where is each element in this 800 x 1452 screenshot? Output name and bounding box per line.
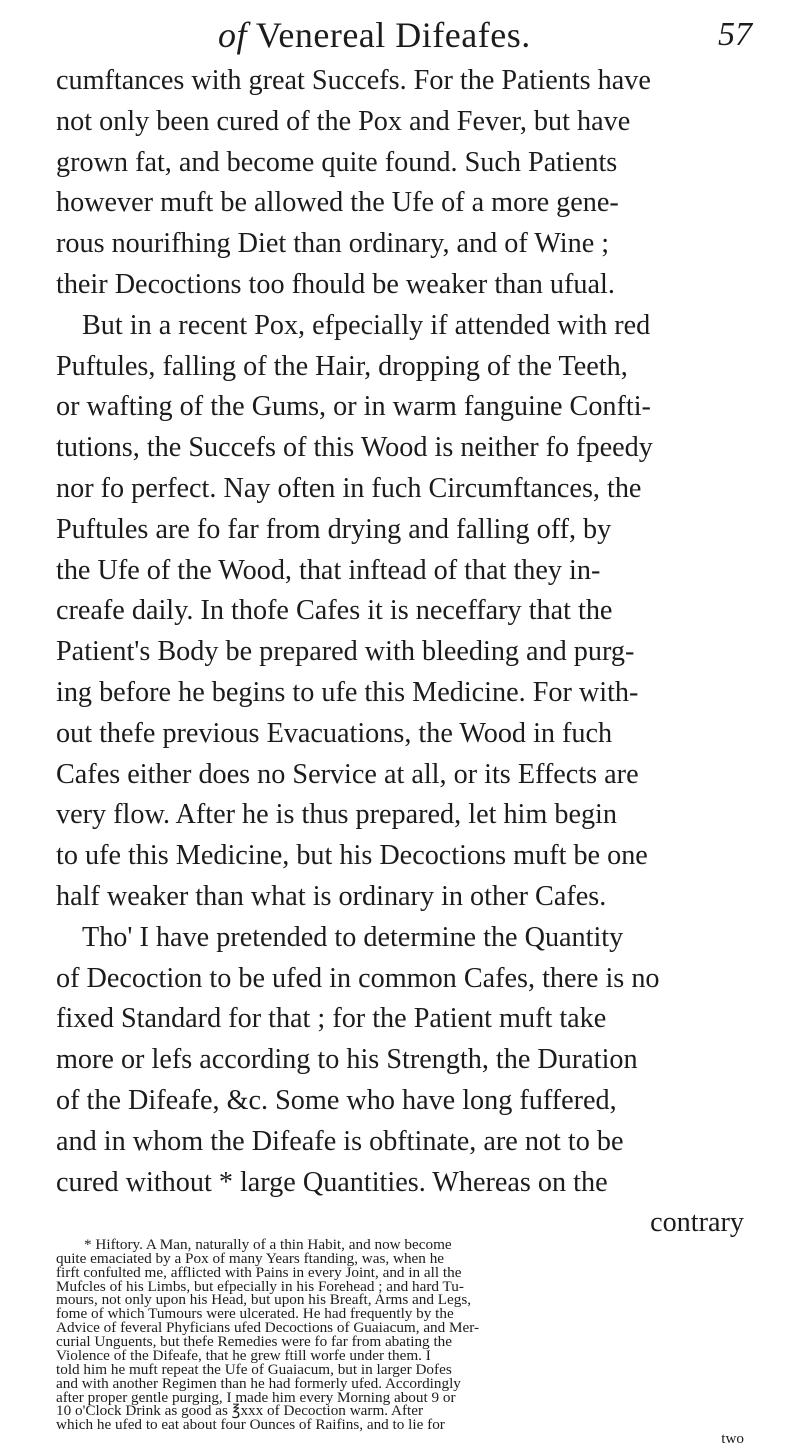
running-title-text: Venereal Difeafes.	[247, 15, 531, 55]
footnote-line: firft confulted me, afflicted with Pains in every Joint, and in all the	[56, 1263, 462, 1281]
footnote-line: quite emaciated by a Pox of many Years ftanding, was, when he	[56, 1249, 445, 1267]
text-line: to ufe this Medicine, but his Decoctions muft be one	[56, 840, 648, 871]
text-line: nor fo perfect. Nay often in fuch Circumftances, the	[56, 473, 642, 504]
text-line: of the Difeafe, &c. Some who have long fuffered,	[56, 1085, 617, 1116]
running-title	[218, 14, 531, 56]
footnote-line: which he ufed to eat about four Ounces of Raifins, and to lie for	[56, 1416, 445, 1434]
text-line: ing before he begins to ufe this Medicine. For with-	[56, 677, 639, 708]
text-line: out thefe previous Evacuations, the Wood in fuch	[56, 718, 613, 749]
footnote-catchword: two	[721, 1430, 744, 1448]
text-line: of Decoction to be ufed in common Cafes, there is no	[56, 963, 660, 994]
text-line: and in whom the Difeafe is obftinate, are not to be	[56, 1126, 624, 1157]
text-line: Tho' I have pretended to determine the Quantity	[82, 922, 624, 953]
text-line: or wafting of the Gums, or in warm fanguine Confti-	[56, 391, 651, 422]
text-line: not only been cured of the Pox and Fever, but have	[56, 106, 631, 137]
footnote-line: curial Unguents, but thefe Remedies were fo far from abating the	[56, 1333, 452, 1351]
page-number: 57	[718, 16, 752, 53]
footnote-line: after proper gentle purging, I made him every Morning about 9 or	[56, 1388, 456, 1406]
text-line: rous nourifhing Diet than ordinary, and of Wine ;	[56, 228, 610, 259]
text-line: the Ufe of the Wood, that inftead of that they in-	[56, 555, 601, 586]
text-line: half weaker than what is ordinary in other Cafes.	[56, 881, 607, 912]
running-header	[0, 10, 800, 58]
footnote-line: and with another Regimen than he had formerly ufed. Accordingly	[56, 1374, 461, 1392]
text-line: cumftances with great Succefs. For the Patients have	[56, 65, 651, 96]
text-line: however muft be allowed the Ufe of a more gene-	[56, 187, 619, 218]
footnote-line: Mufcles of his Limbs, but efpecially in his Forehead ; and hard Tu-	[56, 1277, 464, 1295]
footnote-line: told him he muft repeat the Ufe of Guaiacum, but in larger Dofes	[56, 1360, 452, 1378]
footnote-line: Violence of the Difeafe, that he grew ftill worfe under them. I	[56, 1346, 431, 1364]
text-line: their Decoctions too fhould be weaker than ufual.	[56, 269, 615, 300]
text-line: tutions, the Succefs of this Wood is neither fo fpeedy	[56, 432, 653, 463]
text-line: very flow. After he is thus prepared, let him begin	[56, 799, 617, 830]
running-title-of: of	[218, 15, 248, 55]
text-line: Cafes either does no Service at all, or its Effects are	[56, 759, 639, 790]
text-line: more or lefs according to his Strength, the Duration	[56, 1044, 638, 1075]
text-line: grown fat, and become quite found. Such Patients	[56, 147, 618, 178]
text-line: Puftules are fo far from drying and falling off, by	[56, 514, 612, 545]
text-line: But in a recent Pox, efpecially if attended with red	[82, 310, 651, 341]
text-line: Puftules, falling of the Hair, dropping of the Teeth,	[56, 351, 628, 382]
text-line: fixed Standard for that ; for the Patient muft take	[56, 1003, 607, 1034]
footnote-line: * Hiftory. A Man, naturally of a thin Habit, and now become	[84, 1236, 452, 1253]
footnote-line: 10 o'Clock Drink as good as ℥xxx of Decoction warm. After	[56, 1402, 424, 1420]
catchword: contrary	[650, 1207, 744, 1238]
text-line: cured without * large Quantities. Whereas on the	[56, 1167, 608, 1198]
footnote-line: Advice of feveral Phyficians ufed Decoctions of Guaiacum, and Mer-	[56, 1319, 480, 1337]
footnote-line: mours, not only upon his Head, but upon his Breaft, Arms and Legs,	[56, 1291, 472, 1309]
text-line: Patient's Body be prepared with bleeding and purg-	[56, 636, 635, 667]
text-line: creafe daily. In thofe Cafes it is neceffary that the	[56, 595, 613, 626]
footnote-line: fome of which Tumours were ulcerated. He had frequently by the	[56, 1305, 454, 1323]
